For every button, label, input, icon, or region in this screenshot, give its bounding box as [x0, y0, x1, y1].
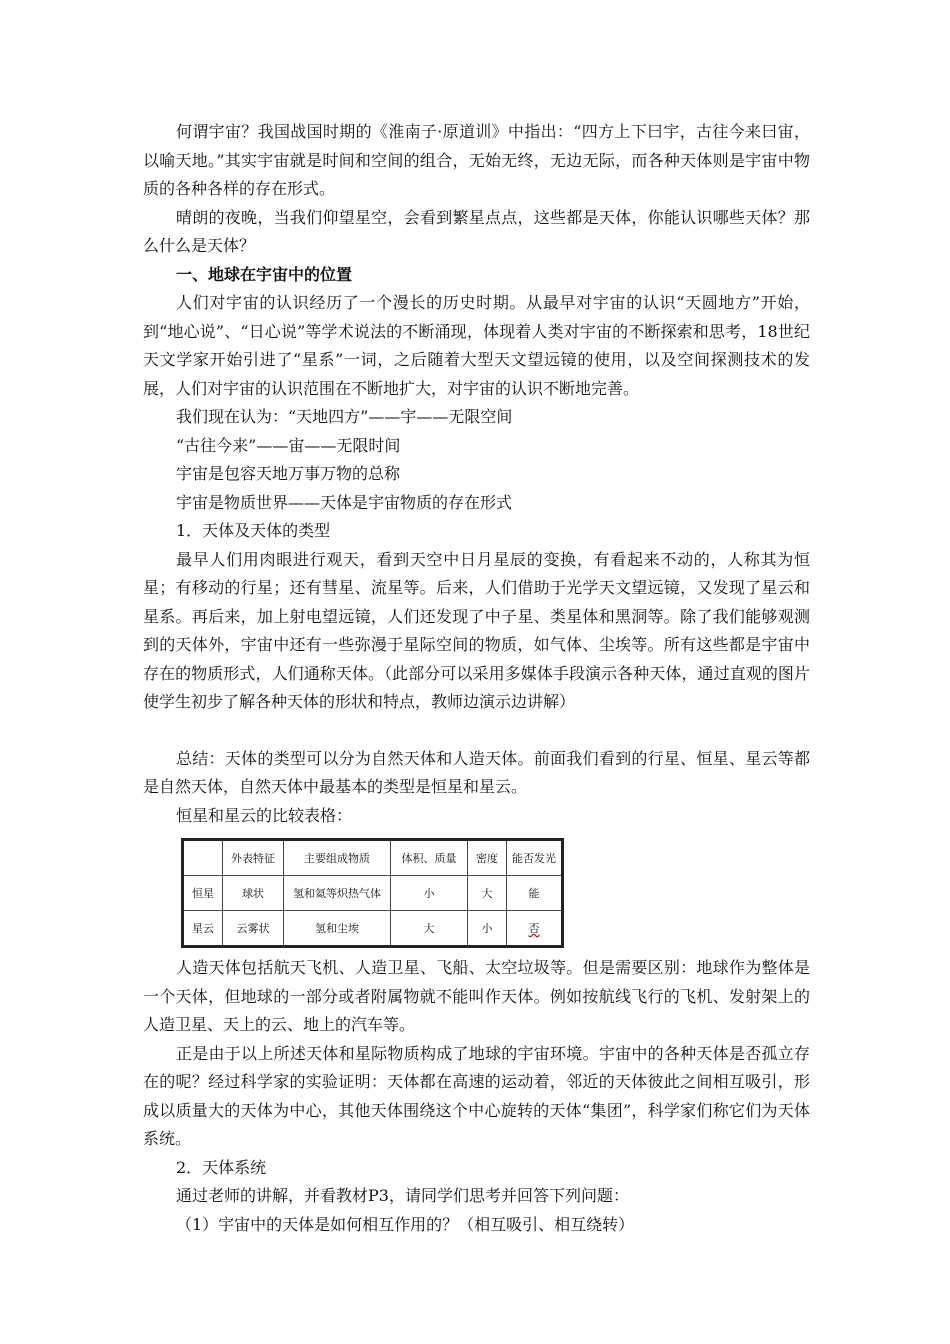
table-caption: 恒星和星云的比较表格： [176, 805, 353, 825]
table-cell: 氢和氦等炽热气体 [284, 876, 391, 911]
table-header-cell: 密度 [468, 840, 507, 876]
section-heading-1: 一、地球在宇宙中的位置 [176, 264, 353, 284]
table-cell: 恒星 [183, 876, 223, 911]
spellcheck-marked-text: 否 [528, 922, 540, 935]
paragraph-intro: 何谓宇宙？我国战国时期的《淮南子·原道训》中指出：“四方上下曰宇，古往今来曰宙，以喻天地。”其实宇宙就是时间和空间的组合，无始无终，无边无际，而各种天体则是宇宙中物质的各种各样的存在形式。 [143, 122, 810, 198]
paragraph-observation: 最早人们用肉眼进行观天，看到天空中日月星辰的变换，有看起来不动的，人称其为恒星；有移动的行星；还有彗星、流星等。后来，人们借助于光学天文望远镜，又发现了星云和星系。再后来，加上射电望远镜，人们还发现了中子星、类星体和黑洞等。除了我们能够观测到的天体外，宇宙中还有一些弥漫于星际空间的物质，如气体、尘埃等。所有这些都是宇宙中存在的物质形式，人们通称天体。（此部分可以采用多媒体手段演示各种天体，通过直观的图片使学生初步了解各种天体的形状和特点，教师边演示边讲解） [143, 549, 810, 711]
paragraph-artificial: 人造天体包括航天飞机、人造卫星、飞船、太空垃圾等。但是需要区别：地球作为整体是一个天体，但地球的一部分或者附属物就不能叫作天体。例如按航线飞行的飞机、发射架上的人造卫星、天上的云、地上的汽车等。 [143, 958, 810, 1034]
comparison-table [181, 838, 564, 948]
paragraph-instruction: 通过老师的讲解，并看教材P3，请同学们思考并回答下列问题： [176, 1186, 629, 1205]
table-header-cell: 主要组成物质 [284, 840, 391, 876]
table-cell: 能 [507, 876, 563, 911]
paragraph-night-sky: 晴朗的夜晚，当我们仰望星空，会看到繁星点点，这些都是天体，你能认识哪些天体？那么什么是天体？ [143, 207, 810, 255]
subsection-heading-2: 2．天体系统 [176, 1157, 267, 1177]
table-cell: 云雾状 [223, 911, 284, 947]
paragraph-definition-space: 我们现在认为：“天地四方”——宇——无限空间 [176, 407, 513, 426]
table-cell: 小 [468, 911, 507, 947]
table-header-cell: 外表特征 [223, 840, 284, 876]
paragraph-systems-intro: 正是由于以上所述天体和星际物质构成了地球的宇宙环境。宇宙中的各种天体是否孤立存在的呢？经过科学家的实验证明：天体都在高速的运动着，邻近的天体彼此之间相互吸引，形成以质量大的天体为中心，其他天体围绕这个中心旋转的天体“集团”，科学家们称它们为天体系统。 [143, 1043, 810, 1148]
question-item: （1）宇宙中的天体是如何相互作用的？（相互吸引、相互绕转） [176, 1214, 635, 1234]
table-cell: 大 [391, 911, 468, 947]
table-cell: 小 [391, 876, 468, 911]
table-header-cell: 体积、质量 [391, 840, 468, 876]
paragraph-history: 人们对宇宙的认识经历了一个漫长的历史时期。从最早对宇宙的认识“天圆地方”开始，到“地心说”、“日心说”等学术说法的不断涌现，体现着人类对宇宙的不断探索和思考，18世纪天文学家开始引进了“星系”一词，之后随着大型天文望远镜的使用，以及空间探测技术的发展，人们对宇宙的认识范围在不断地扩大，对宇宙的认识不断地完善。 [143, 293, 810, 398]
subsection-heading-1: 1．天体及天体的类型 [176, 521, 331, 540]
table-header-cell: 能否发光 [507, 840, 563, 876]
table-cell: 大 [468, 876, 507, 911]
table-cell [507, 911, 563, 947]
paragraph-universe-total: 宇宙是包容天地万事万物的总称 [176, 464, 401, 483]
table-cell: 球状 [223, 876, 284, 911]
paragraph-definition-time: “古往今来”——宙——无限时间 [176, 435, 401, 455]
blank-line [143, 717, 810, 745]
table-header-row [183, 840, 563, 876]
document-body [143, 118, 810, 1239]
table-cell: 氢和尘埃 [284, 911, 391, 947]
paragraph-summary: 总结：天体的类型可以分为自然天体和人造天体。前面我们看到的行星、恒星、星云等都是自然天体，自然天体中最基本的类型是恒星和星云。 [143, 748, 810, 796]
table-row [183, 876, 563, 911]
comparison-table-wrapper [181, 838, 810, 948]
table-header-cell [183, 840, 223, 876]
table-row [183, 911, 563, 947]
table-cell: 星云 [183, 911, 223, 947]
paragraph-universe-matter: 宇宙是物质世界——天体是宇宙物质的存在形式 [176, 492, 513, 512]
